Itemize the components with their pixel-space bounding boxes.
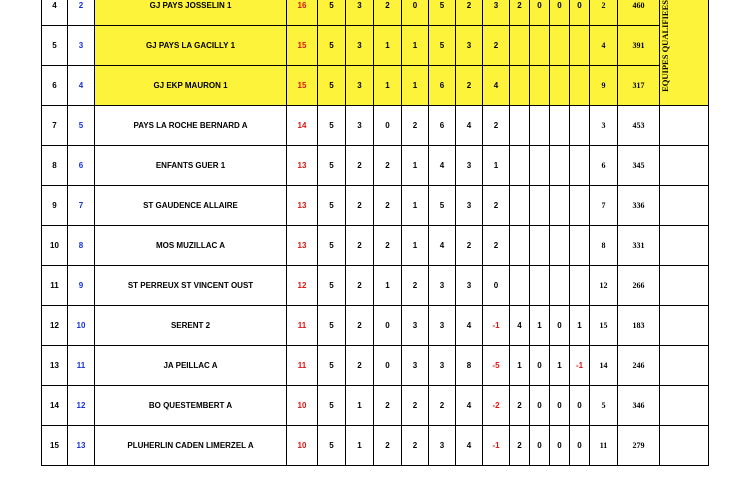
stat-cell (530, 66, 550, 106)
stat-cell: 1 (550, 346, 570, 386)
empty-side-cell (660, 346, 709, 386)
stat-cell: 2 (402, 266, 429, 306)
stat-cell: 4 (483, 66, 510, 106)
stat-cell: 2 (510, 426, 530, 466)
stat-cell (530, 106, 550, 146)
stat-cell: 2 (429, 386, 456, 426)
stat-cell: 0 (483, 266, 510, 306)
total-cell: 266 (618, 266, 660, 306)
stat-cell: 2 (483, 186, 510, 226)
rank-cell: 12 (68, 386, 95, 426)
team-name-cell: GJ EKP MAURON 1 (95, 66, 287, 106)
stat-cell: 5 (318, 26, 346, 66)
stat-cell: 5 (318, 426, 346, 466)
rank-cell: 3 (68, 26, 95, 66)
stat-cell: 4 (456, 426, 483, 466)
total-cell: 183 (618, 306, 660, 346)
points-cell: 15 (287, 66, 318, 106)
stat-cell: 4 (590, 26, 618, 66)
stat-cell: 5 (318, 226, 346, 266)
stat-cell (550, 266, 570, 306)
team-name-cell: GJ PAYS LA GACILLY 1 (95, 26, 287, 66)
team-name-cell: BO QUESTEMBERT A (95, 386, 287, 426)
table-row (42, 66, 709, 106)
stat-cell: 0 (530, 426, 550, 466)
stat-cell: 6 (590, 146, 618, 186)
stat-cell (510, 266, 530, 306)
stat-cell: 4 (429, 226, 456, 266)
stat-cell (530, 226, 550, 266)
stat-cell (550, 26, 570, 66)
table-row (42, 346, 709, 386)
stat-cell: 5 (318, 346, 346, 386)
row-index-cell: 7 (42, 106, 68, 146)
stat-cell (550, 186, 570, 226)
stat-cell: 5 (318, 146, 346, 186)
points-cell: 13 (287, 226, 318, 266)
stat-cell (510, 26, 530, 66)
stat-cell: 4 (429, 146, 456, 186)
rank-cell: 7 (68, 186, 95, 226)
team-name-cell: JA PEILLAC A (95, 346, 287, 386)
stat-cell: 4 (456, 106, 483, 146)
stat-cell: 4 (456, 306, 483, 346)
points-cell: 10 (287, 386, 318, 426)
stat-cell: 1 (402, 226, 429, 266)
stat-cell: 2 (402, 106, 429, 146)
stat-cell: 2 (346, 306, 374, 346)
row-index-cell: 11 (42, 266, 68, 306)
stat-cell (550, 66, 570, 106)
stat-cell: 2 (456, 0, 483, 26)
stat-cell (570, 106, 590, 146)
stat-cell: 2 (374, 186, 402, 226)
table-row (42, 306, 709, 346)
stat-cell: 1 (374, 66, 402, 106)
stat-cell: 1 (483, 146, 510, 186)
stat-cell: 2 (483, 226, 510, 266)
table-row (42, 0, 709, 26)
stat-cell: 3 (456, 146, 483, 186)
table-row (42, 106, 709, 146)
team-name-cell: GJ PAYS JOSSELIN 1 (95, 0, 287, 26)
table-row (42, 146, 709, 186)
stat-cell: 2 (374, 0, 402, 26)
stat-cell: 4 (456, 386, 483, 426)
stat-cell: 3 (402, 306, 429, 346)
empty-side-cell (660, 226, 709, 266)
stat-cell: 3 (346, 0, 374, 26)
table-row (42, 386, 709, 426)
stat-cell: 2 (402, 386, 429, 426)
stat-cell (530, 186, 550, 226)
qualified-teams-label (660, 0, 709, 106)
rank-cell: 2 (68, 0, 95, 26)
team-name-cell: PLUHERLIN CADEN LIMERZEL A (95, 426, 287, 466)
empty-side-cell (660, 186, 709, 226)
empty-side-cell (660, 266, 709, 306)
stat-cell (570, 146, 590, 186)
stat-cell (550, 146, 570, 186)
qualified-label-text: EQUIPES QUALIFIEES (660, 0, 670, 92)
stat-cell: -1 (483, 426, 510, 466)
stat-cell: 3 (346, 26, 374, 66)
rank-cell: 8 (68, 226, 95, 266)
team-name-cell: MOS MUZILLAC A (95, 226, 287, 266)
total-cell: 460 (618, 0, 660, 26)
team-name-cell: ENFANTS GUER 1 (95, 146, 287, 186)
stat-cell: 3 (456, 26, 483, 66)
rank-cell: 11 (68, 346, 95, 386)
stat-cell: 5 (318, 186, 346, 226)
stat-cell (510, 106, 530, 146)
stat-cell: 0 (530, 346, 550, 386)
total-cell: 391 (618, 26, 660, 66)
stat-cell: 0 (374, 106, 402, 146)
stat-cell: 2 (456, 66, 483, 106)
team-name-cell: PAYS LA ROCHE BERNARD A (95, 106, 287, 146)
stat-cell: 2 (510, 0, 530, 26)
stat-cell: 1 (530, 306, 550, 346)
stat-cell: 4 (510, 306, 530, 346)
stat-cell: 0 (570, 0, 590, 26)
table-row (42, 26, 709, 66)
points-cell: 11 (287, 306, 318, 346)
stat-cell: 2 (346, 346, 374, 386)
empty-side-cell (660, 146, 709, 186)
stat-cell (570, 226, 590, 266)
stat-cell: 1 (570, 306, 590, 346)
stat-cell (550, 106, 570, 146)
stat-cell: 1 (346, 386, 374, 426)
stat-cell (570, 186, 590, 226)
stat-cell: 11 (590, 426, 618, 466)
standings-table (41, 0, 709, 466)
total-cell: 246 (618, 346, 660, 386)
points-cell: 16 (287, 0, 318, 26)
row-index-cell: 8 (42, 146, 68, 186)
stat-cell: 0 (550, 306, 570, 346)
rank-cell: 10 (68, 306, 95, 346)
stat-cell: 8 (590, 226, 618, 266)
stat-cell: 0 (530, 0, 550, 26)
stat-cell (510, 146, 530, 186)
rank-cell: 5 (68, 106, 95, 146)
stat-cell: 2 (590, 0, 618, 26)
row-index-cell: 13 (42, 346, 68, 386)
stat-cell: 3 (429, 346, 456, 386)
row-index-cell: 14 (42, 386, 68, 426)
row-index-cell: 15 (42, 426, 68, 466)
stat-cell: 1 (374, 26, 402, 66)
stat-cell: 2 (510, 386, 530, 426)
rank-cell: 13 (68, 426, 95, 466)
empty-side-cell (660, 386, 709, 426)
team-name-cell: ST PERREUX ST VINCENT OUST (95, 266, 287, 306)
points-cell: 11 (287, 346, 318, 386)
row-index-cell: 9 (42, 186, 68, 226)
stat-cell: 5 (318, 266, 346, 306)
row-index-cell: 4 (42, 0, 68, 26)
total-cell: 279 (618, 426, 660, 466)
row-index-cell: 12 (42, 306, 68, 346)
stat-cell (510, 186, 530, 226)
stat-cell: 2 (346, 186, 374, 226)
stat-cell: 0 (374, 346, 402, 386)
stat-cell: 3 (429, 266, 456, 306)
stat-cell: -1 (483, 306, 510, 346)
stat-cell: 8 (456, 346, 483, 386)
stat-cell: 3 (590, 106, 618, 146)
table-row (42, 266, 709, 306)
stat-cell: 6 (429, 66, 456, 106)
stat-cell (530, 266, 550, 306)
stat-cell (530, 26, 550, 66)
stat-cell: 12 (590, 266, 618, 306)
stat-cell: 9 (590, 66, 618, 106)
stat-cell (570, 26, 590, 66)
standings-body (42, 0, 709, 466)
row-index-cell: 5 (42, 26, 68, 66)
row-index-cell: 6 (42, 66, 68, 106)
total-cell: 345 (618, 146, 660, 186)
total-cell: 453 (618, 106, 660, 146)
stat-cell: 2 (402, 426, 429, 466)
stat-cell: 0 (402, 0, 429, 26)
stat-cell: 1 (402, 146, 429, 186)
stat-cell (570, 66, 590, 106)
stat-cell (530, 146, 550, 186)
stat-cell: 0 (570, 426, 590, 466)
stat-cell: 2 (483, 26, 510, 66)
stat-cell: 0 (550, 426, 570, 466)
table-row (42, 226, 709, 266)
stat-cell (550, 226, 570, 266)
stat-cell: 7 (590, 186, 618, 226)
points-cell: 13 (287, 186, 318, 226)
team-name-cell: ST GAUDENCE ALLAIRE (95, 186, 287, 226)
stat-cell: 2 (374, 386, 402, 426)
total-cell: 331 (618, 226, 660, 266)
stat-cell: 0 (530, 386, 550, 426)
empty-side-cell (660, 426, 709, 466)
stat-cell: 15 (590, 306, 618, 346)
stat-cell: 1 (510, 346, 530, 386)
rank-cell: 9 (68, 266, 95, 306)
stat-cell: 14 (590, 346, 618, 386)
stat-cell: 3 (483, 0, 510, 26)
empty-side-cell (660, 106, 709, 146)
stat-cell: 5 (318, 306, 346, 346)
rank-cell: 4 (68, 66, 95, 106)
stat-cell: 5 (318, 66, 346, 106)
stat-cell: 5 (318, 0, 346, 26)
stat-cell: 5 (590, 386, 618, 426)
stat-cell: 1 (374, 266, 402, 306)
stat-cell: 2 (483, 106, 510, 146)
stat-cell: 6 (429, 106, 456, 146)
total-cell: 336 (618, 186, 660, 226)
table-row (42, 426, 709, 466)
stat-cell: 2 (374, 146, 402, 186)
stat-cell: 0 (550, 0, 570, 26)
empty-side-cell (660, 306, 709, 346)
rank-cell: 6 (68, 146, 95, 186)
stat-cell: 5 (318, 386, 346, 426)
stat-cell: 3 (346, 106, 374, 146)
stat-cell: 2 (346, 146, 374, 186)
standings-sheet (41, 0, 709, 466)
table-row (42, 186, 709, 226)
stat-cell: 2 (374, 426, 402, 466)
team-name-cell: SERENT 2 (95, 306, 287, 346)
stat-cell (510, 66, 530, 106)
stat-cell: 5 (318, 106, 346, 146)
stat-cell: 0 (570, 386, 590, 426)
stat-cell: 3 (456, 266, 483, 306)
stat-cell (570, 266, 590, 306)
row-index-cell: 10 (42, 226, 68, 266)
points-cell: 14 (287, 106, 318, 146)
stat-cell: 0 (374, 306, 402, 346)
stat-cell: 2 (346, 226, 374, 266)
points-cell: 10 (287, 426, 318, 466)
stat-cell: 0 (550, 386, 570, 426)
total-cell: 317 (618, 66, 660, 106)
stat-cell: 3 (346, 66, 374, 106)
stat-cell: 3 (429, 306, 456, 346)
stat-cell: 1 (402, 186, 429, 226)
stat-cell: 3 (456, 186, 483, 226)
stat-cell: 5 (429, 186, 456, 226)
stat-cell: 3 (429, 426, 456, 466)
points-cell: 13 (287, 146, 318, 186)
stat-cell (510, 226, 530, 266)
stat-cell: 2 (374, 226, 402, 266)
total-cell: 346 (618, 386, 660, 426)
stat-cell: 5 (429, 26, 456, 66)
stat-cell: 2 (456, 226, 483, 266)
stat-cell: 2 (346, 266, 374, 306)
stat-cell: -5 (483, 346, 510, 386)
stat-cell: 1 (402, 66, 429, 106)
stat-cell: 3 (402, 346, 429, 386)
points-cell: 15 (287, 26, 318, 66)
stat-cell: -1 (570, 346, 590, 386)
points-cell: 12 (287, 266, 318, 306)
stat-cell: 1 (402, 26, 429, 66)
stat-cell: -2 (483, 386, 510, 426)
stat-cell: 5 (429, 0, 456, 26)
stat-cell: 1 (346, 426, 374, 466)
